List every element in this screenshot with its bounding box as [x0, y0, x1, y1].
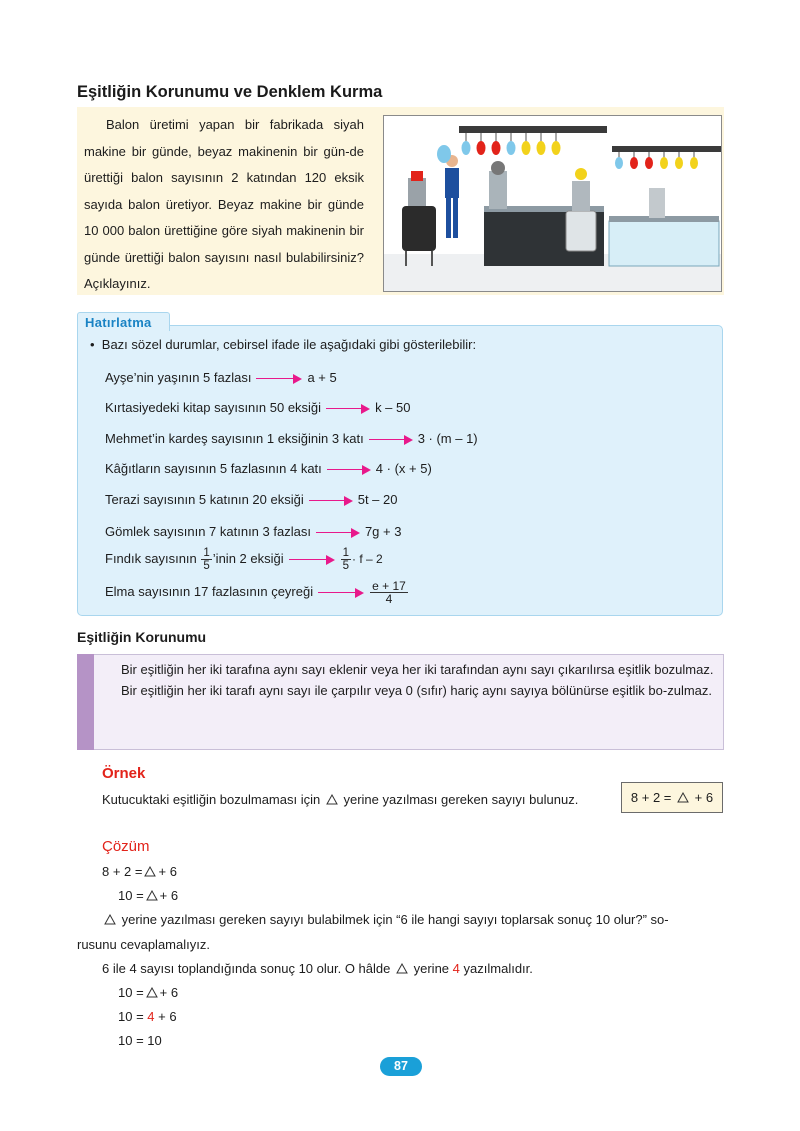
- expression-row: Mehmet’in kardeş sayısının 1 eksiğinin 3 katı 3 · (m – 1): [105, 431, 478, 446]
- solution-line: 8 + 2 = + 6: [102, 864, 177, 879]
- solution-heading: Çözüm: [102, 838, 150, 855]
- arrow-icon: [309, 496, 353, 506]
- rule-text: Bir eşitliğin her iki tarafına aynı sayı eklenir veya her iki tarafından aynı sayı çıkarılırsa eşitlik bozulmaz. Bir eşitliğin her iki tarafı aynı sayı ile çarpılır veya 0 (sıfır) hariç aynı sayıya bölünürse eşitlik bo-zulmaz.: [121, 662, 714, 698]
- reminder-tab: Hatırlatma: [77, 312, 170, 331]
- solution-line: yerine yazılması gereken sayıyı bulabilmek için “6 ile hangi sayıyı toplarsak sonuç 10 olur?” so-: [102, 912, 669, 927]
- arrow-icon: [326, 404, 370, 414]
- solution-line: 10 = 10: [118, 1033, 162, 1048]
- triangle-icon: [146, 987, 158, 998]
- example-equation-box: 8 + 2 = + 6: [621, 782, 723, 813]
- expression-row: Kâğıtların sayısının 5 fazlasının 4 katı 4 · (x + 5): [105, 461, 432, 476]
- reminder-bullet: • Bazı sözel durumlar, cebirsel ifade ile aşağıdaki gibi gösterilebilir:: [90, 337, 477, 352]
- solution-line: 6 ile 4 sayısı toplandığında sonuç 10 olur. O hâlde yerine 4 yazılmalıdır.: [102, 961, 533, 976]
- example-question: Kutucuktaki eşitliğin bozulmaması için yerine yazılması gereken sayıyı bulunuz.: [102, 792, 579, 807]
- arrow-icon: [327, 465, 371, 475]
- expression-row: Terazi sayısının 5 katının 20 eksiği 5t – 20: [105, 492, 398, 507]
- arrow-icon: [369, 435, 413, 445]
- page-number: 87: [380, 1057, 422, 1076]
- arrow-icon: [318, 588, 364, 598]
- page-title: Eşitliğin Korunumu ve Denklem Kurma: [77, 83, 383, 101]
- expression-row-fraction: Elma sayısının 17 fazlasının çeyreği $\frac{e + 17}{4}$: [105, 579, 406, 606]
- balloon-factory-illustration: [383, 115, 722, 292]
- expression-row: Gömlek sayısının 7 katının 3 fazlası 7g + 3: [105, 524, 402, 539]
- expression-row-fraction: Fındık sayısının $\frac{1}{5}$ ’inin 2 eksiği $\frac{1}{5}$ · f – 2: [105, 547, 383, 572]
- expression-row: Kırtasiyedeki kitap sayısının 50 eksiği k – 50: [105, 400, 411, 415]
- solution-line: rusunu cevaplamalıyız.: [77, 937, 210, 952]
- rule-accent-bar: [77, 654, 94, 750]
- solution-line: 10 = + 6: [118, 985, 179, 1000]
- example-heading: Örnek: [102, 765, 146, 782]
- arrow-icon: [289, 555, 335, 565]
- solution-line: 10 = + 6: [118, 888, 179, 903]
- fraction: $\frac{1}{5}$: [203, 547, 210, 572]
- arrow-icon: [256, 374, 302, 384]
- triangle-icon: [396, 963, 408, 974]
- triangle-icon: [677, 792, 689, 803]
- triangle-icon: [326, 794, 338, 805]
- fraction: $\frac{e + 17}{4}$: [372, 579, 406, 606]
- arrow-icon: [316, 528, 360, 538]
- triangle-icon: [104, 914, 116, 925]
- solution-line: 10 = 4 + 6: [118, 1009, 177, 1024]
- fraction: $\frac{1}{5}$: [342, 547, 350, 572]
- section-title: Eşitliğin Korunumu: [77, 629, 207, 645]
- expression-row: Ayşe’nin yaşının 5 fazlası a + 5: [105, 370, 337, 385]
- intro-paragraph: Balon üretimi yapan bir fabrikada siyah makine bir günde, beyaz makinenin bir gün-de ürettiği balon sayısının 2 katından 120 eksik sayıda balon üretiyor. Beyaz makine bir günde 10 000 balon ürettiğine göre siyah makinenin bir günde ürettiği balon sayısını nasıl bulabilirsiniz? Açıklayınız.: [84, 117, 364, 291]
- triangle-icon: [146, 890, 158, 901]
- triangle-icon: [144, 866, 156, 877]
